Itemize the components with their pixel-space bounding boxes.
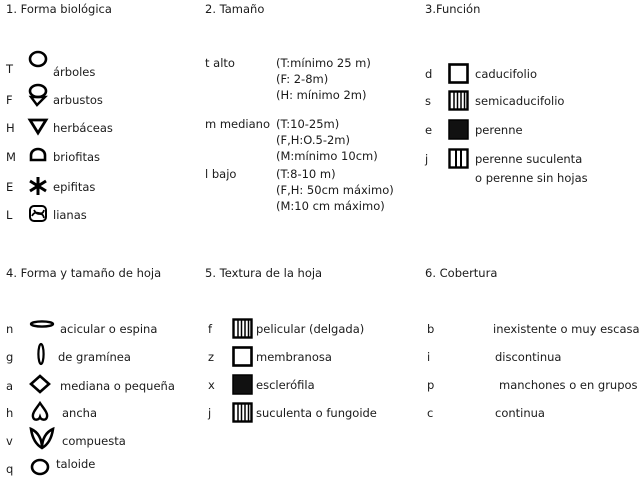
size-class-range: (F,H: 50cm máximo) xyxy=(276,183,394,197)
empty-box-icon xyxy=(448,63,468,83)
size-class-range: (F: 2-8m) xyxy=(276,72,329,86)
triangle-down-icon xyxy=(28,117,48,137)
legend-label: mediana o pequeña xyxy=(60,379,175,393)
size-class-range: (H: mínimo 2m) xyxy=(276,88,367,102)
needle-leaf-icon xyxy=(30,318,54,342)
legend-code: s xyxy=(425,94,431,108)
broad-leaf-icon xyxy=(30,402,50,422)
legend-label: ancha xyxy=(62,406,97,420)
legend-code: E xyxy=(6,180,14,194)
legend-code: i xyxy=(427,350,431,364)
size-class-range: (T:8-10 m) xyxy=(276,167,336,181)
legend-code: j xyxy=(425,152,429,166)
legend-code: f xyxy=(208,322,213,336)
legend-code: M xyxy=(6,150,16,164)
size-class-label: l bajo xyxy=(205,167,237,181)
legend-code: z xyxy=(208,350,215,364)
size-class-range: (F,H:O.5-2m) xyxy=(276,133,350,147)
legend-code: p xyxy=(427,378,435,392)
diamond-icon xyxy=(30,375,50,395)
size-class-range: (T:10-25m) xyxy=(276,117,340,131)
section-title: 3.Función xyxy=(425,2,481,16)
size-class-label: m mediano xyxy=(205,117,271,131)
legend-code: e xyxy=(425,123,433,137)
legend-label: membranosa xyxy=(256,350,332,364)
legend-label: árboles xyxy=(53,65,96,79)
legend-code: d xyxy=(425,67,433,81)
empty-box-icon xyxy=(232,346,252,366)
compound-leaf-icon xyxy=(30,426,54,450)
legend-code: j xyxy=(208,406,212,420)
section-title: 1. Forma biológica xyxy=(6,2,112,16)
size-class-range: (T:mínimo 25 m) xyxy=(276,56,371,70)
filled-box-icon xyxy=(448,119,468,139)
circle-icon xyxy=(30,458,50,478)
legend-label: suculenta o fungoide xyxy=(256,406,377,420)
legend-label: briofitas xyxy=(53,150,101,164)
section-title: 4. Forma y tamaño de hoja xyxy=(6,266,162,280)
legend-code: b xyxy=(427,322,435,336)
legend-code: g xyxy=(6,350,14,364)
legend-label: herbáceas xyxy=(53,121,113,135)
legend-code: T xyxy=(6,62,14,76)
filled-box-icon xyxy=(232,374,252,394)
legend-code: n xyxy=(6,322,14,336)
legend-label: inexistente o muy escasa xyxy=(493,322,640,336)
legend-label: perenne xyxy=(475,123,523,137)
grass-leaf-icon xyxy=(30,344,50,364)
legend-code: L xyxy=(6,208,13,222)
legend-label: esclerófila xyxy=(256,378,315,392)
size-class-range: (M:10 cm máximo) xyxy=(276,199,385,213)
legend-code: h xyxy=(6,406,14,420)
legend-code: q xyxy=(6,462,14,476)
legend-label: epifitas xyxy=(53,180,96,194)
section-title: 6. Cobertura xyxy=(425,266,498,280)
section-title: 5. Textura de la hoja xyxy=(205,266,323,280)
legend-label: de gramínea xyxy=(58,350,131,364)
legend-label-continued: o perenne sin hojas xyxy=(475,171,588,185)
sparse-striped-box-icon xyxy=(448,148,468,168)
legend-label: caducifolio xyxy=(475,67,537,81)
legend-label: acicular o espina xyxy=(60,322,158,336)
size-class-range: (M:mínimo 10cm) xyxy=(276,149,378,163)
legend-label: semicaducifolio xyxy=(475,94,565,108)
circle-triangle-icon xyxy=(28,85,48,105)
legend-label: manchones o en grupos xyxy=(499,378,638,392)
legend-label: arbustos xyxy=(53,93,103,107)
legend-label: discontinua xyxy=(495,350,562,364)
section-title: 2. Tamaño xyxy=(205,2,265,16)
dense-striped-box-icon xyxy=(232,318,252,338)
liana-icon xyxy=(28,204,48,224)
dense-striped-box-icon xyxy=(232,402,252,422)
legend-code: a xyxy=(6,379,14,393)
legend-label: taloide xyxy=(56,457,96,471)
circle-icon xyxy=(28,50,48,70)
legend-label: compuesta xyxy=(62,434,126,448)
dense-striped-box-icon xyxy=(448,90,468,110)
legend-code: F xyxy=(6,93,13,107)
legend-code: H xyxy=(6,121,15,135)
size-class-label: t alto xyxy=(205,56,235,70)
legend-label: pelicular (delgada) xyxy=(256,322,365,336)
legend-code: v xyxy=(6,434,13,448)
legend-code: c xyxy=(427,406,434,420)
legend-label: perenne suculenta xyxy=(475,152,583,166)
legend-code: x xyxy=(208,378,215,392)
asterisk-icon xyxy=(28,176,48,196)
half-circle-icon xyxy=(28,146,48,166)
legend-label: continua xyxy=(495,406,545,420)
legend-label: lianas xyxy=(53,208,87,222)
